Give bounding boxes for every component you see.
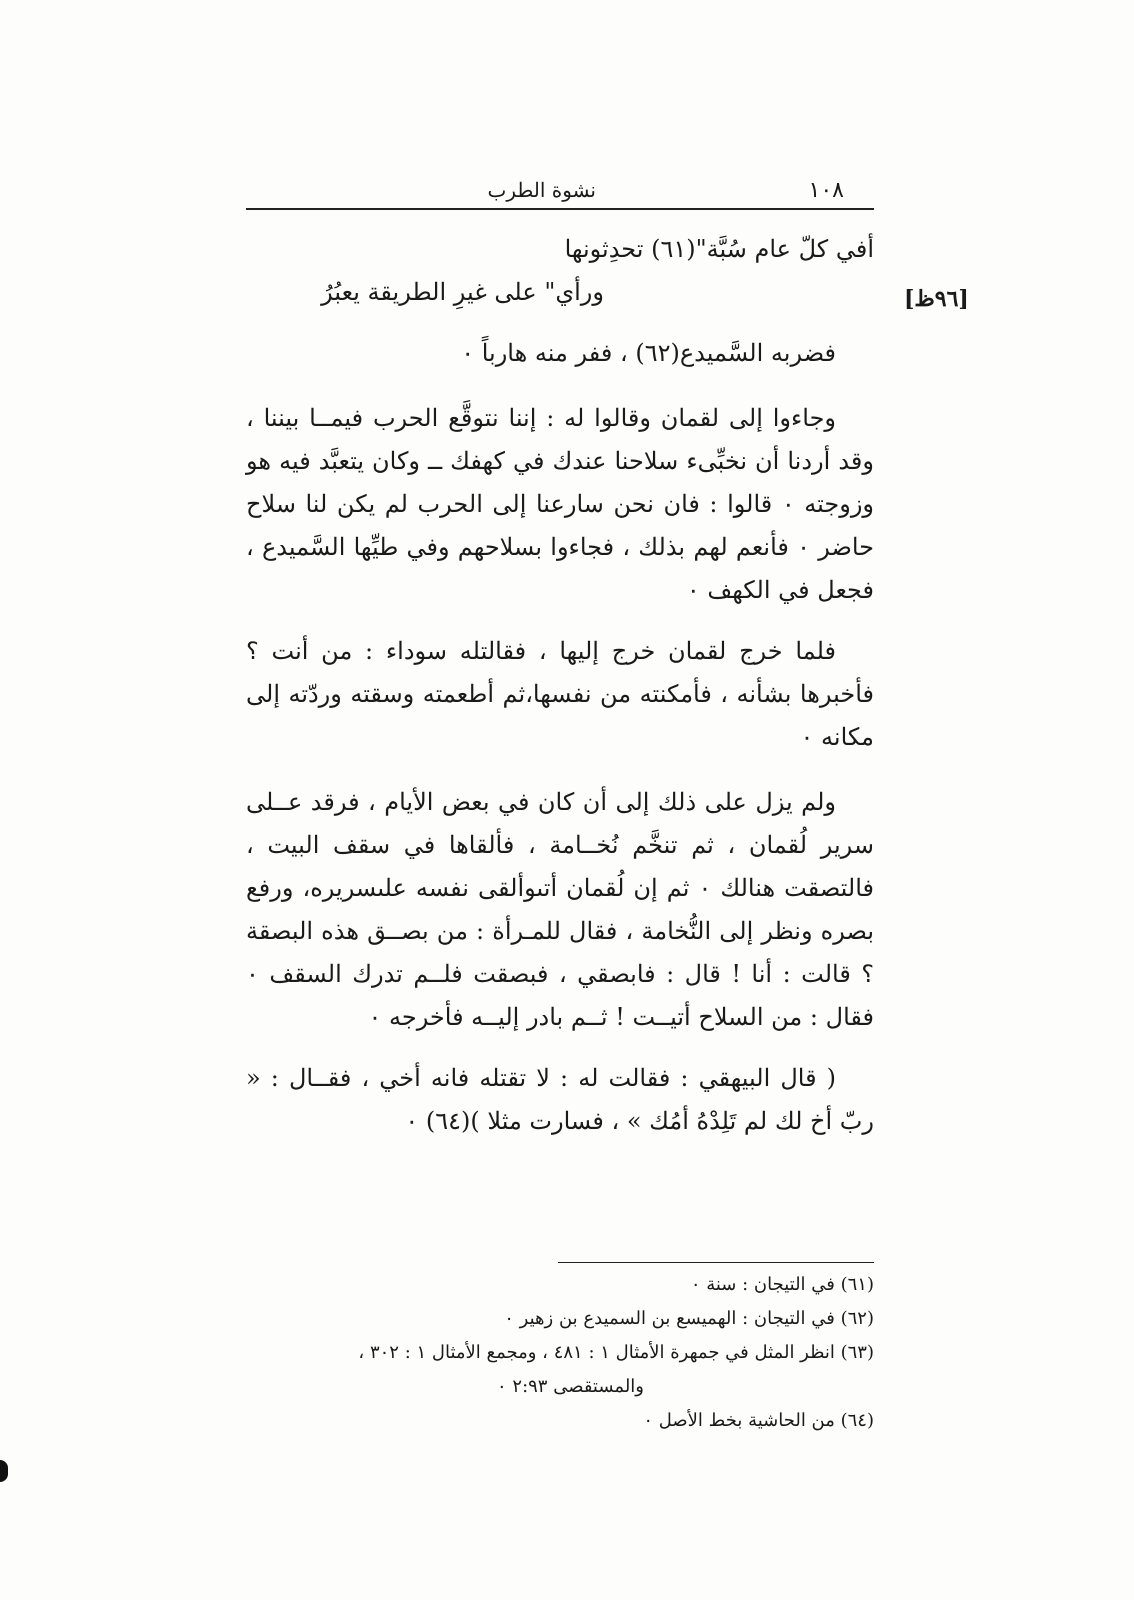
page-header [246, 178, 874, 208]
main-text [246, 228, 874, 1143]
verse-line-2: ورأي" على غيرِ الطريقة يعبُرُ [321, 278, 604, 306]
footnote-61: (٦١) في التيجان : سنة ٠ [690, 1274, 874, 1295]
footnote-rule [558, 1262, 874, 1263]
scan-edge-mark [0, 1460, 8, 1482]
page-number: ١٠٨ [808, 178, 844, 203]
verse-line-1: أفي كلّ عام سُبَّة"(٦١) تحدِثونها [564, 235, 874, 263]
running-title: نشوة الطرب [487, 178, 596, 202]
paragraph-5: ( قال البيهقي : فقالت له : لا تقتله فانه أخي ، فقــال : « ربّ أخ لك لم تَلِدْهُ أمُك » ، فسارت مثلا )(٦٤) ٠ [246, 1064, 874, 1135]
footnote-62: (٦٢) في التيجان : الهميسع بن السميدع بن زهير ٠ [504, 1308, 874, 1329]
footnote-63: (٦٣) انظر المثل في جمهرة الأمثال ١ : ٤٨١ ، ومجمع الأمثال ١ : ٣٠٢ ، [358, 1342, 874, 1363]
paragraph-1: فضربه السَّميدع(٦٢) ، ففر منه هارباً ٠ [461, 339, 836, 367]
folio-margin-note: [٩٦ظ] [904, 286, 969, 312]
footnote-64: (٦٤) من الحاشية بخط الأصل ٠ [643, 1410, 874, 1431]
paragraph-3: فلما خرج لقمان خرج إليها ، فقالتله سوداء : من أنت ؟ فأخبرها بشأنه ، فأمكنته من نفسها،ثم أطعمته وسقته وردّته إلى مكانه ٠ [246, 637, 875, 751]
paragraph-4: ولم يزل على ذلك إلى أن كان في بعض الأيام ، فرقد عــلى سرير لُقمان ، ثم تنخَّم نُخــامة ، فألقاها في سقف البيت ، فالتصقت هنالك ٠ ثم إن لُقمان أتىوألقى نفسه علىسريره، ورفع بصره ونظر إلى النُّخامة ، فقال للمـرأة : من بصــق هذه البصقة ؟ قالت : أنا ! قال : فابصقي ، فبصقت فلــم تدرك السقف ٠ فقال : من السلاح أتيــت ! ثــم بادر إليــه فأخرجه ٠ [246, 788, 875, 1031]
footnote-63-continued: والمستقصى ٢:٩٣ ٠ [497, 1376, 644, 1397]
footnotes [246, 1268, 874, 1438]
header-rule [246, 208, 874, 210]
paragraph-2: وجاءوا إلى لقمان وقالوا له : إننا نتوقَّع الحرب فيمــا بيننا ، وقد أردنا أن نخبِّىء سلاحنا عندك في كهفك ــ وكان يتعبَّد فيه هو وزوجته ٠ قالوا : فان نحن سارعنا إلى الحرب لم يكن لنا سلاح حاضر ٠ فأنعم لهم بذلك ، فجاءوا بسلاحهم وفي طيِّها السَّميدع ، فجعل في الكهف ٠ [246, 404, 875, 604]
